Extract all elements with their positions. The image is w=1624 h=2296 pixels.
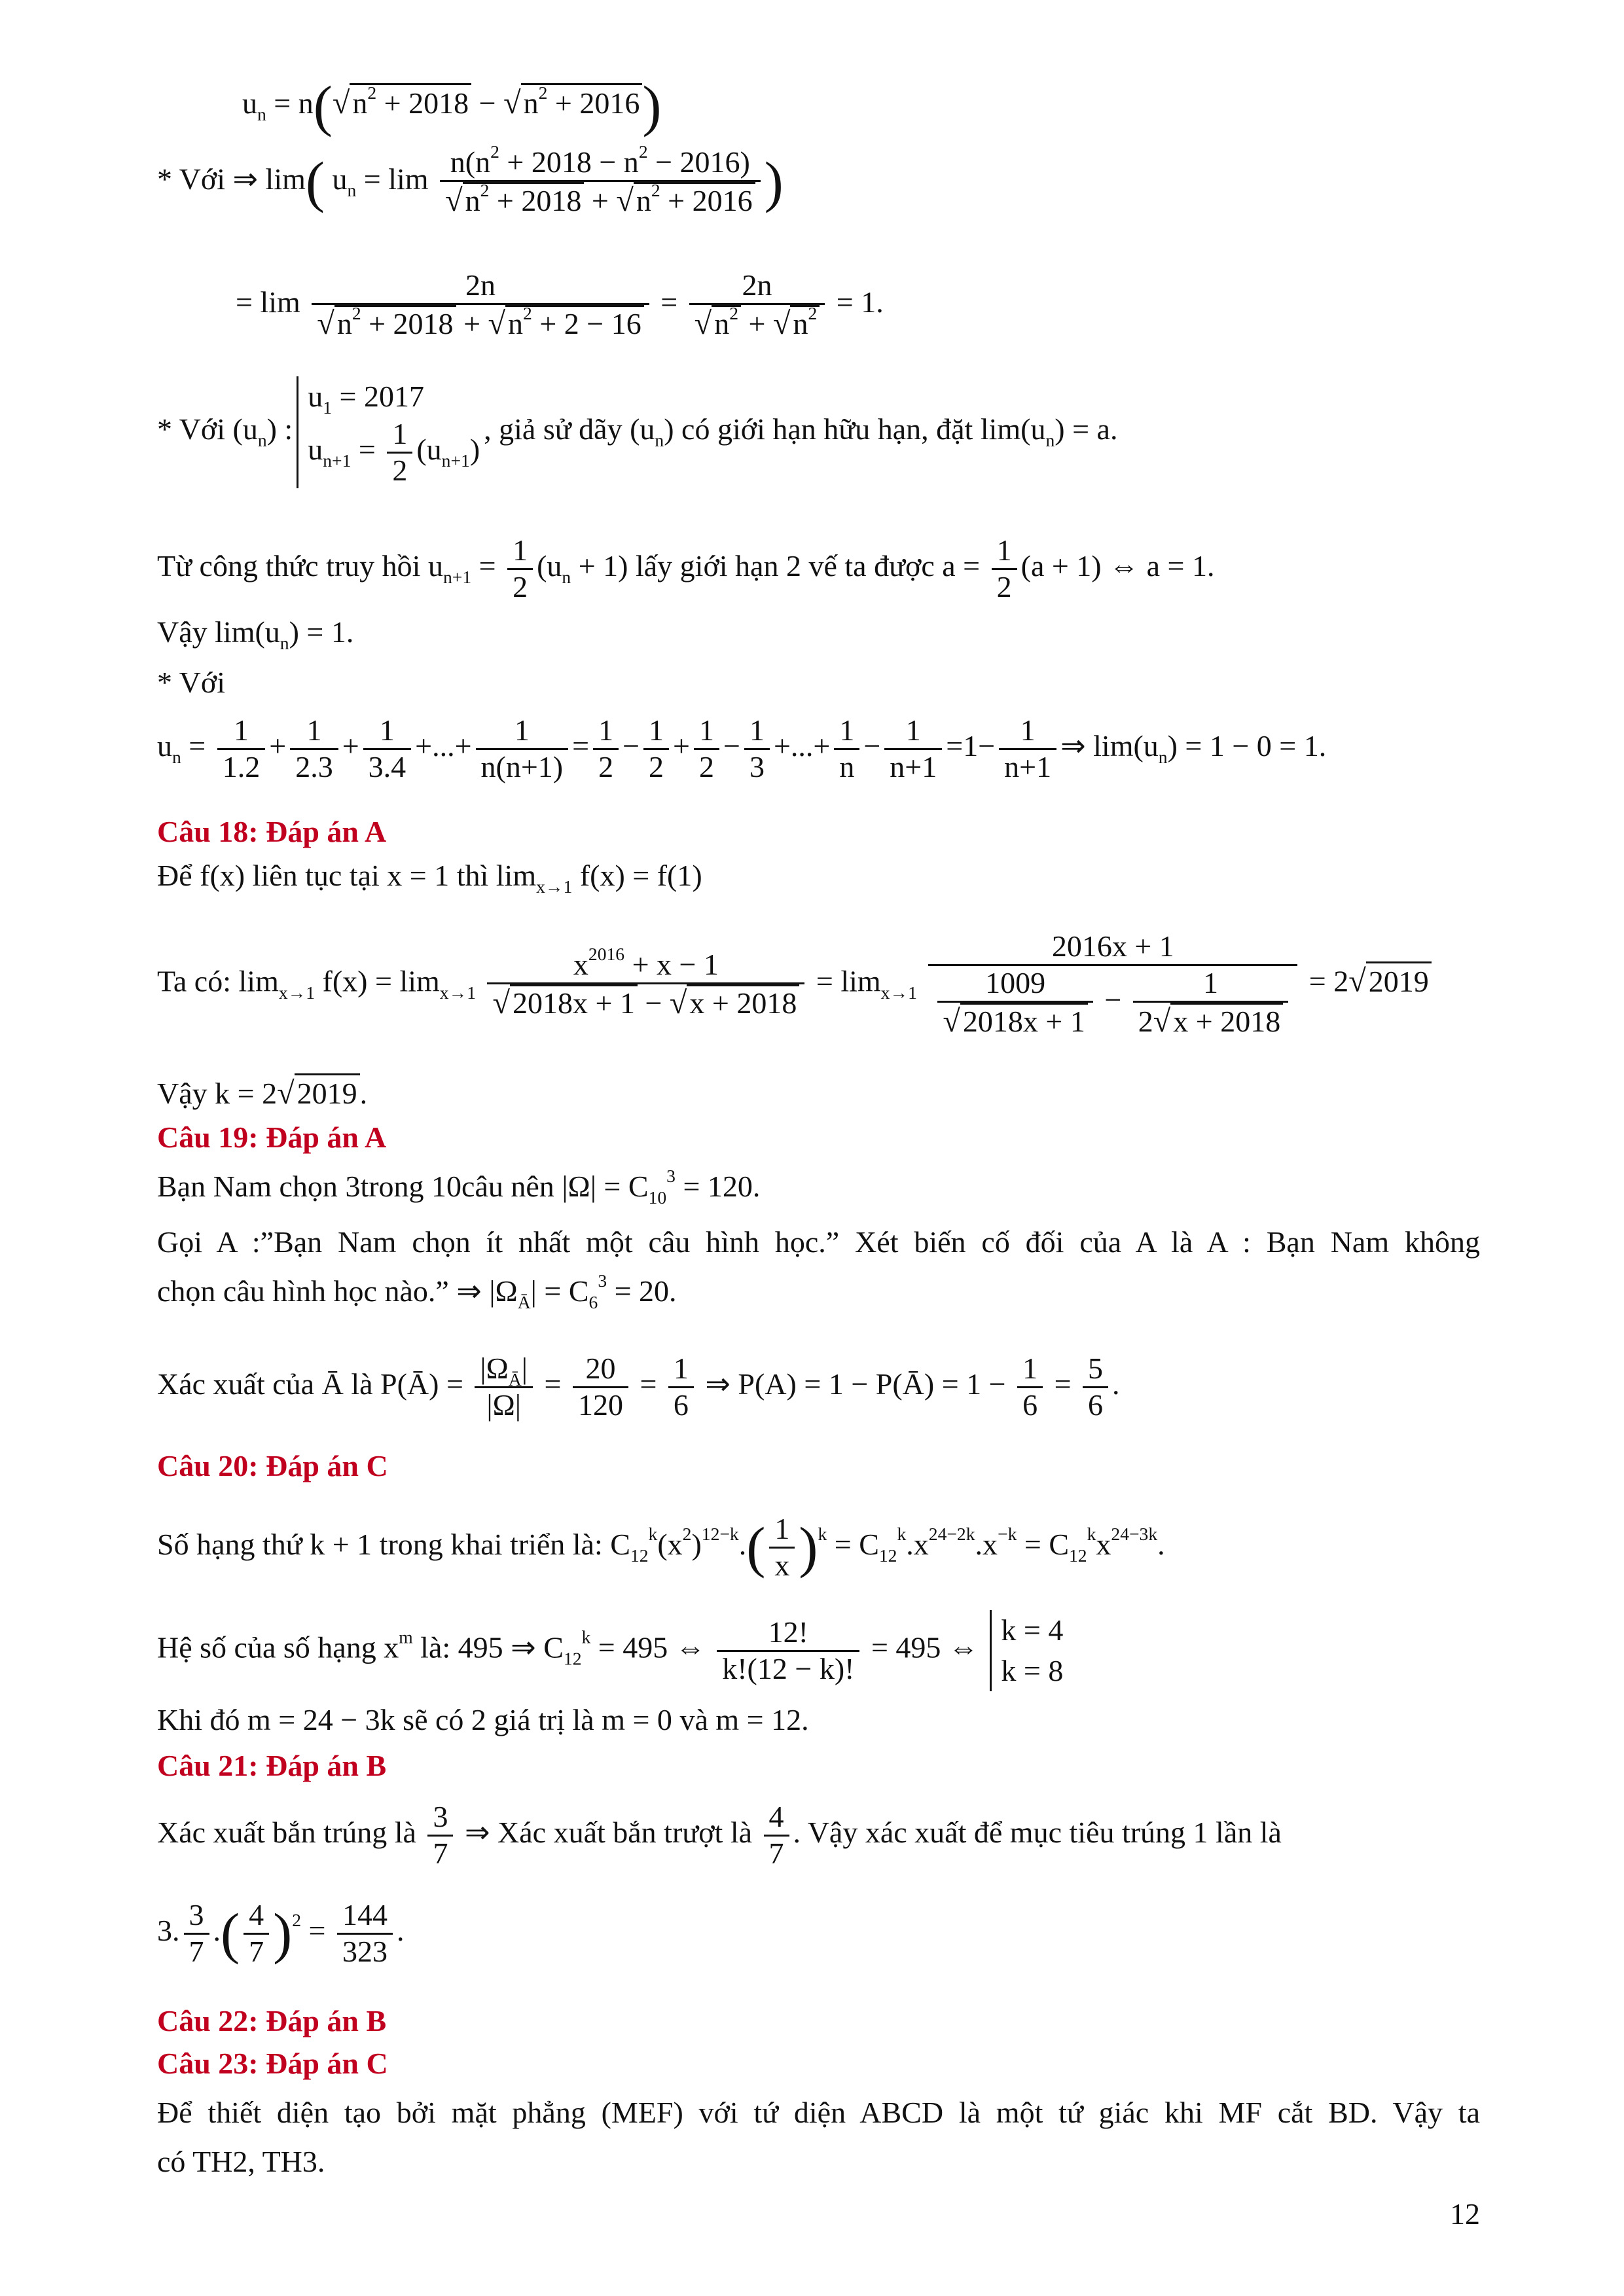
text-shooting-probability: Xác xuất bắn trúng là $\frac{3}{7}$ ⇒ Xác xuất bắn trượt là $\frac{4}{7}$ . Vậy xác xuất để mục tiêu trúng 1 lần là bbox=[157, 1800, 1282, 1870]
formula-shooting-result: 3. $\frac{3}{7}$ .( $\frac{4}{7}$ )$^2$ = $\frac{144}{323}$ . bbox=[157, 1898, 405, 1968]
formula-limit-step2: = lim $\frac{2n}{√n^2 + 2018 + √n^2 + 2 - 16}$ = $\frac{2n}{√n^2 + √n^2}$ = 1. bbox=[236, 268, 884, 341]
text-k-value: Vậy k = 2√2019. bbox=[157, 1073, 1480, 1113]
page-number: 12 bbox=[1450, 2197, 1480, 2231]
text-with: * Với bbox=[157, 666, 225, 699]
formula-recurrence-limit: Từ công thức truy hồi $u_{n+1}$ = $\frac{1}{2}$ $(u_n + 1)$ lấy giới hạn 2 vế ta được a = $\frac{1}{2}$ (a + 1) ⇔ a = 1. bbox=[157, 533, 1215, 603]
formula-un-definition: $u_n = n(√n^2 + 2018 - √n^2 + 2016)$ bbox=[242, 74, 662, 137]
formula-probability-complement: Xác xuất của Ā là P(Ā) = $\frac{|\Omega_Ā|}{|\Omega|}$ = $\frac{20}{120}$ = $\frac{1}{6}$ ⇒ P(A) = 1 − P(Ā) = 1 − $\frac{1}{6}$ = $\frac{5}{6}$ . bbox=[157, 1352, 1120, 1422]
text-continuity-condition: Để f(x) liên tục tại x = 1 thì $\lim_{x\to 1} f(x) = f(1)$ bbox=[157, 859, 702, 897]
question-21-heading: Câu 21: Đáp án B bbox=[157, 1749, 387, 1782]
formula-limit-step1: * Với ⇒ lim( $u_n = \lim$ $\frac{n(n^2 + 2018 - n^2 - 2016)}{√n^2 + 2018 + √n^2 + 2016}$ ) bbox=[157, 141, 784, 218]
question-18-heading: Câu 18: Đáp án A bbox=[157, 815, 387, 848]
formula-recurrence-system: * Với $(u_n)$ : $u_1 = 2017$ $u_{n+1}$ = $\frac{1}{2}$ $(u_{n+1})$ , giả sử dãy $(u_n)$ có giới hạn hữu hạn, đặt $\lim(u_n) = a$. bbox=[157, 376, 1480, 488]
question-20-heading: Câu 20: Đáp án C bbox=[157, 1449, 388, 1482]
text-cases: có TH2, TH3. bbox=[157, 2145, 325, 2178]
formula-telescoping-sum: $u_n$ = $\frac{1}{1.2}$ + $\frac{1}{2.3}$ + $\frac{1}{3.4}$ +...+ $\frac{1}{n(n+1)}$ = $\frac{1}{2}$ − $\frac{1}{2}$ + $\frac{1}{2}$ − $\frac{1}{3}$ +...+ $\frac{1}{n}$ − $\frac{1}{n+1}$ =1− $\frac{1}{n+1}$ ⇒ $\lim(u_n) = 1 - 0 = 1$. bbox=[157, 713, 1327, 783]
question-23-heading: Câu 23: Đáp án C bbox=[157, 2047, 388, 2080]
question-22-heading: Câu 22: Đáp án B bbox=[157, 2004, 387, 2037]
formula-coefficient: Hệ số của số hạng $x^m$ là: 495 ⇒ $C_{12}^k = 495$ ⇔ $\frac{12!}{k!(12 - k)!}$ = 495 ⇔ k = 4 k = 8 bbox=[157, 1610, 1480, 1691]
text-m-values: Khi đó m = 24 − 3k sẽ có 2 giá trị là m = 0 và m = 12. bbox=[157, 1703, 809, 1736]
text-cross-section: Để thiết diện tạo bởi mặt phẳng (MEF) với tứ diện ABCD là một tứ giác khi MF cắt BD. Vậy ta bbox=[157, 2096, 1480, 2129]
formula-limit-continuity: Ta có: $\lim_{x\to 1} f(x) = \lim_{x\to 1}$ $\frac{x^{2016} + x - 1}{√2018x + 1 - √x + 2018}$ = $\lim_{x\to 1}$ 2016x + 1 $\frac{1009}{√2018x + 1}$ − $\frac{1}{2√x + 2018}$ = 2√2019 bbox=[157, 929, 1480, 1039]
text-event-definition: Gọi A :”Bạn Nam chọn ít nhất một câu hình học.” Xét biến cố đối của A là A : Bạn Nam không bbox=[157, 1225, 1480, 1259]
text-complement-count: chọn câu hình học nào.” ⇒ $|\Omega_Ā| = C_6^3 = 20$. bbox=[157, 1270, 677, 1313]
formula-binomial-term: Số hạng thứ k + 1 trong khai triển là: $C_{12}^k(x^2)^{12-k}$.( $\frac{1}{x}$ )$^k = C_{12}^k.x^{24-2k}.x^{-k} = C_{12}^kx^{24-3k}$. bbox=[157, 1512, 1165, 1582]
text-conclusion-lim: Vậy $\lim(u_n) = 1$. bbox=[157, 615, 354, 654]
text-sample-space: Bạn Nam chọn 3trong 10câu nên $|\Omega| = C_{10}^3 = 120$. bbox=[157, 1165, 761, 1208]
question-19-heading: Câu 19: Đáp án A bbox=[157, 1121, 387, 1154]
